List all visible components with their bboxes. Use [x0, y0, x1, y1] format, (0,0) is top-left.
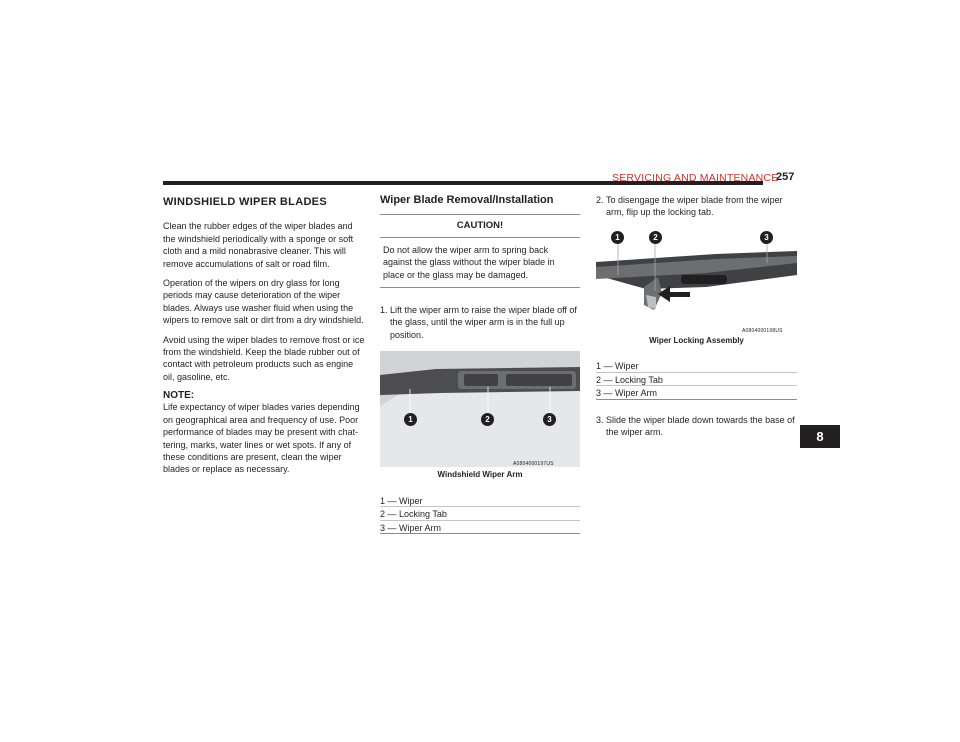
step-3: [596, 414, 797, 439]
paragraph: Avoid using the wiper blades to remove frost or ice from the windshield. Keep the blade rubber out of contact with petroleum products such as engine oil, gasoline, etc.: [163, 334, 365, 382]
figure-code: A0804000197US: [513, 461, 554, 468]
chapter-tab: 8: [800, 425, 840, 448]
page-number: 257: [776, 171, 795, 183]
legend-row: 2 — Locking Tab: [596, 373, 797, 387]
legend-row: 1 — Wiper: [596, 359, 797, 373]
step-text: Slide the wiper blade down towards the base of the wiper arm.: [606, 414, 795, 438]
callout-1: 1: [404, 413, 417, 426]
caution-box: [380, 214, 580, 288]
legend-row: 3 — Wiper Arm: [380, 521, 580, 535]
callout-3: 3: [543, 413, 556, 426]
step-1: [380, 304, 580, 341]
section-header: SERVICING AND MAINTENANCE: [612, 172, 779, 184]
figure-wiper-locking-assembly: [596, 225, 797, 333]
paragraph: Operation of the wipers on dry glass for long periods may cause deterioration of the wiper blades. Always use washer fluid when using the wipers to remove salt or dirt from a dry windshield.: [163, 278, 364, 326]
legend-row: 1 — Wiper: [380, 494, 580, 508]
callout-2: 2: [481, 413, 494, 426]
section-title: WINDSHIELD WIPER BLADES: [163, 196, 327, 208]
figure-code: A0804000198US: [742, 327, 783, 334]
note-label: NOTE:: [163, 390, 195, 402]
figure-caption: Wiper Locking Assembly: [649, 335, 744, 345]
paragraph: Clean the rubber edges of the wiper blades and the windshield periodically with a sponge or soft cloth and a mild nonabrasive cleaner. This will remove accumulations of salt or road film.: [163, 221, 354, 269]
callout-3: 3: [760, 231, 773, 244]
legend-row: 3 — Wiper Arm: [596, 386, 797, 400]
step-text: To disengage the wiper blade from the wiper arm, flip up the locking tab.: [606, 195, 783, 218]
wiper-arm-illustration: [380, 351, 580, 467]
note-text: Life expectancy of wiper blades varies depending on geographical area and frequency of use. Poor performance of blades may be present with chat- tering, marks, water lines or wet spots. If any of these conditions are present, clean the wiper blades or replace as necessary.: [163, 402, 360, 475]
step-number: 3.: [596, 414, 604, 425]
column-wiper-blade-removal: [380, 194, 580, 534]
figure-windshield-wiper-arm: [380, 351, 580, 467]
column-windshield-wiper-blades: [163, 194, 366, 483]
step-2: [596, 194, 797, 219]
figure-caption: Windshield Wiper Arm: [437, 470, 523, 480]
step-text: Lift the wiper arm to raise the wiper blade off of the glass, until the wiper arm is in the full up position.: [390, 305, 577, 340]
step-number: 1.: [380, 305, 388, 316]
caution-text: Do not allow the wiper arm to spring back against the glass without the wiper blade in place or the glass may be damaged.: [383, 244, 555, 280]
column-wiper-locking: [596, 194, 797, 445]
step-number: 2.: [596, 195, 604, 205]
callout-2: 2: [649, 231, 662, 244]
caution-title: CAUTION!: [380, 215, 580, 237]
legend-row: 2 — Locking Tab: [380, 507, 580, 521]
subsection-title: Wiper Blade Removal/Installation: [380, 194, 554, 206]
callout-1: 1: [611, 231, 624, 244]
